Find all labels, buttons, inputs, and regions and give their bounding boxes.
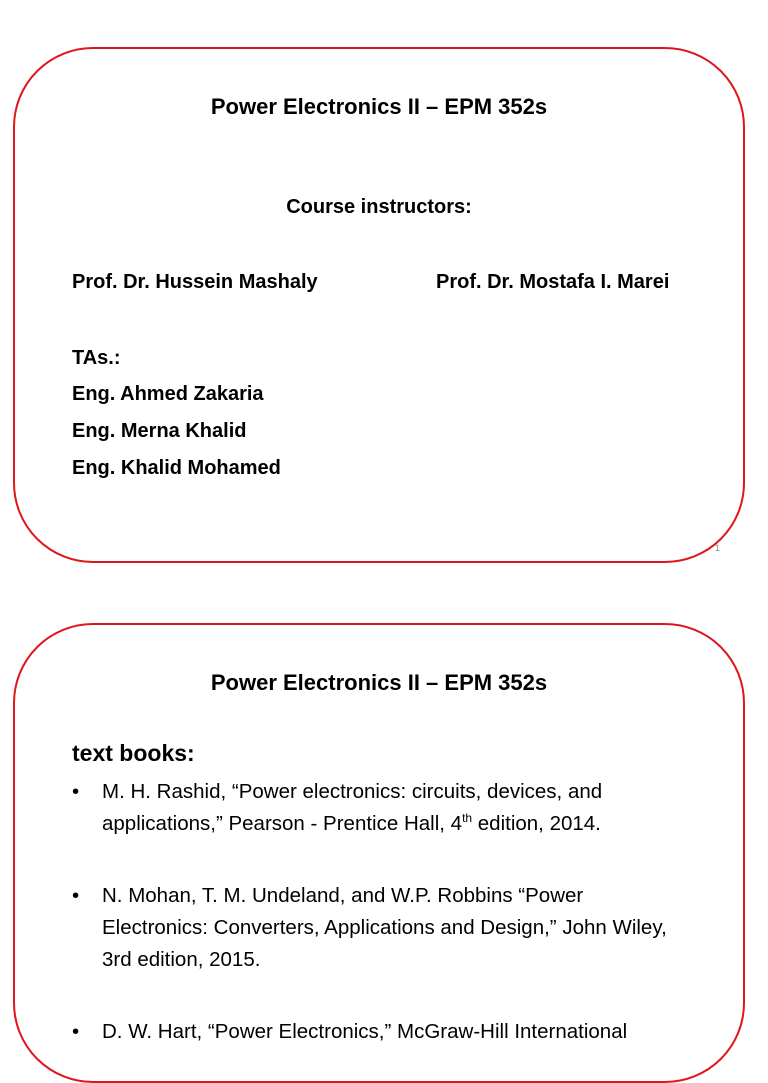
- ta-name: Eng. Merna Khalid: [72, 420, 247, 442]
- slide-number: 1: [715, 543, 721, 553]
- textbook-item: [72, 880, 692, 976]
- textbooks-heading: text books:: [72, 740, 195, 766]
- textbook-item: [72, 776, 692, 840]
- textbook-citation: N. Mohan, T. M. Undeland, and W.P. Robbins “Power Electronics: Converters, Applications and Design,” John Wiley, 3rd edition, 2015.: [102, 884, 667, 971]
- slide-2: [13, 623, 745, 1083]
- instructor-name: Prof. Dr. Mostafa I. Marei: [436, 271, 670, 293]
- slide-title: Power Electronics II – EPM 352s: [210, 94, 548, 119]
- instructor-name: Prof. Dr. Hussein Mashaly: [72, 271, 318, 293]
- textbook-citation: D. W. Hart, “Power Electronics,” McGraw-Hill International: [102, 1020, 628, 1043]
- textbook-item: [72, 1016, 692, 1048]
- bullet-icon: •: [72, 884, 80, 907]
- ta-name: Eng. Khalid Mohamed: [72, 457, 281, 479]
- instructors-label: Course instructors:: [286, 196, 472, 218]
- ta-name: Eng. Ahmed Zakaria: [72, 383, 264, 405]
- tas-label: TAs.:: [72, 347, 121, 369]
- bullet-icon: •: [72, 1020, 80, 1043]
- slide-title: Power Electronics II – EPM 352s: [210, 670, 548, 695]
- bullet-icon: •: [72, 780, 80, 803]
- textbook-citation: M. H. Rashid, “Power electronics: circuits, devices, and applications,” Pearson - Prentice Hall, 4th edition, 2014.: [102, 780, 603, 835]
- slide-1: [13, 47, 745, 563]
